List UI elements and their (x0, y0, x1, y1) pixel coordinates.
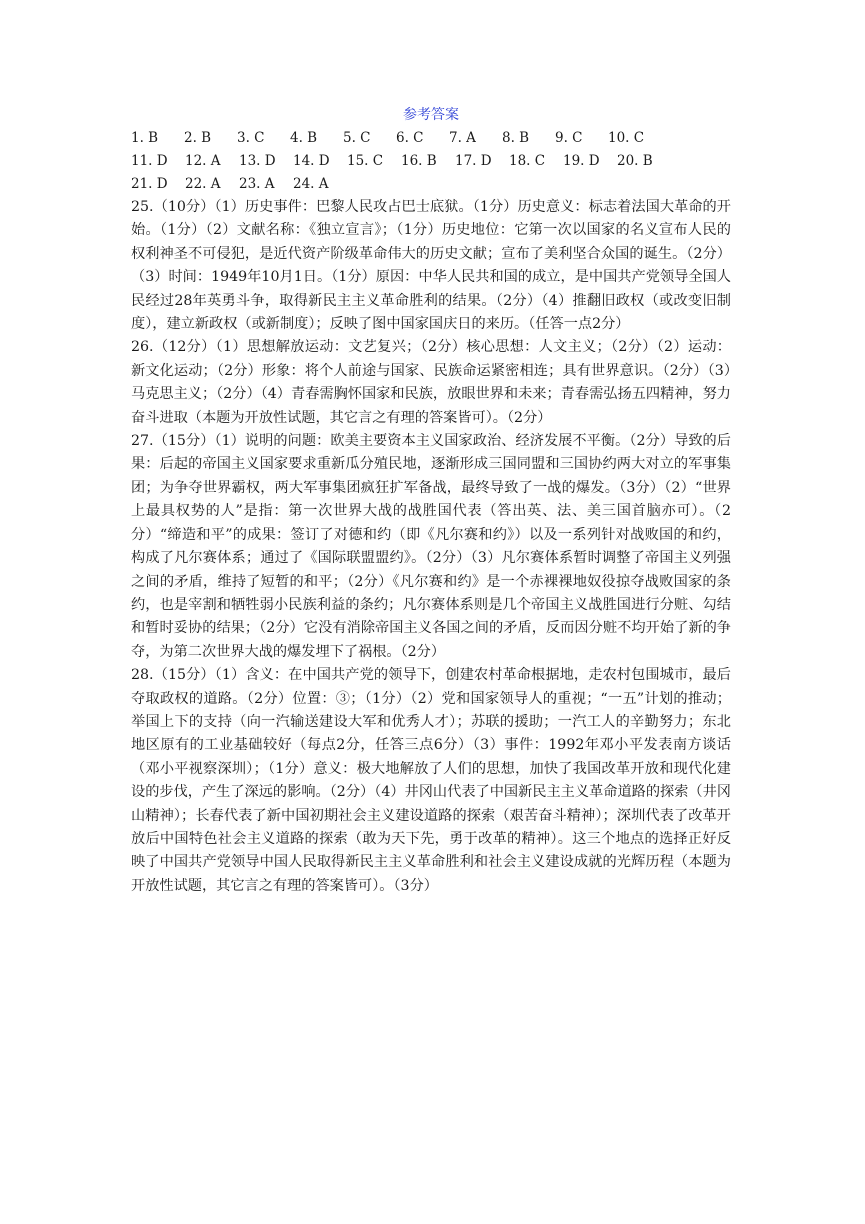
mc-answer: 5. C (343, 130, 371, 146)
mc-answer: 16. B (401, 153, 437, 169)
answer-key-page (131, 104, 731, 898)
mc-answer-row (131, 127, 731, 150)
mc-answer: 4. B (290, 130, 318, 146)
answer-q25: 25.（10分）（1）历史事件：巴黎人民攻占巴士底狱。（1分）历史意义：标志着法国大革命的开始。（1分）（2）文献名称：《独立宣言》；（1分）历史地位：它第一次以国家的名义宣布人民的权利神圣不可侵犯，是近代资产阶级革命伟大的历史文献；宣布了美利坚合众国的诞生。（2分）（3）时间：1949年10月1日。（1分）原因：中华人民共和国的成立，是中国共产党领导全国人民经过28年英勇斗争，取得新民主主义革命胜利的结果。（2分）（4）推翻旧政权（或改变旧制度），建立新政权（或新制度）；反映了图中国家国庆日的来历。（任答一点2分） (131, 199, 731, 333)
mc-answer: 20. B (617, 153, 653, 169)
mc-answer: 14. D (293, 153, 330, 169)
mc-answer: 21. D (131, 176, 168, 192)
mc-answer: 3. C (237, 130, 265, 146)
mc-answer: 15. C (347, 153, 384, 169)
mc-answer: 22. A (185, 176, 221, 192)
mc-answer: 19. D (563, 153, 600, 169)
answer-q26: 26.（12分）（1）思想解放运动：文艺复兴；（2分）核心思想：人文主义；（2分）（2）运动：新文化运动；（2分）形象：将个人前途与国家、民族命运紧密相连；具有世界意识。（2分）（3）马克思主义；（2分）（4）青春需胸怀国家和民族，放眼世界和未来；青春需弘扬五四精神，努力奋斗进取（本题为开放性试题，其它言之有理的答案皆可）。（2分） (131, 339, 731, 426)
mc-answer: 6. C (396, 130, 424, 146)
mc-answer-row (131, 173, 731, 196)
mc-answer: 17. D (455, 153, 492, 169)
page-title: 参考答案 (403, 107, 459, 123)
mc-answer: 12. A (185, 153, 221, 169)
mc-answer: 1. B (131, 130, 159, 146)
answer-q28: 28.（15分）（1）含义：在中国共产党的领导下，创建农村革命根据地，走农村包围城市，最后夺取政权的道路。（2分）位置：③；（1分）（2）党和国家领导人的重视；“一五”计划的推动；举国上下的支持（向一汽输送建设大军和优秀人才）；苏联的援助；一汽工人的辛勤努力；东北地区原有的工业基础较好（每点2分，任答三点6分）（3）事件：1992年邓小平发表南方谈话（邓小平视察深圳）；（1分）意义：极大地解放了人们的思想，加快了我国改革开放和现代化建设的步伐，产生了深远的影响。（2分）（4）井冈山代表了中国新民主主义革命道路的探索（井冈山精神）；长春代表了新中国初期社会主义建设道路的探索（艰苦奋斗精神）；深圳代表了改革开放后中国特色社会主义道路的探索（敢为天下先，勇于改革的精神）。这三个地点的选择正好反映了中国共产党领导中国人民取得新民主主义革命胜利和社会主义建设成就的光辉历程（本题为开放性试题，其它言之有理的答案皆可）。（3分） (131, 667, 731, 894)
mc-answer: 8. B (502, 130, 530, 146)
mc-answer-row (131, 150, 731, 173)
mc-answer: 10. C (608, 130, 645, 146)
mc-answer: 24. A (293, 176, 329, 192)
mc-answer: 2. B (184, 130, 212, 146)
mc-answer: 7. A (449, 130, 476, 146)
mc-answer: 9. C (555, 130, 583, 146)
answer-q27: 27.（15分）（1）说明的问题：欧美主要资本主义国家政治、经济发展不平衡。（2分）导致的后果：后起的帝国主义国家要求重新瓜分殖民地，逐渐形成三国同盟和三国协约两大对立的军事集团；为争夺世界霸权，两大军事集团疯狂扩军备战，最终导致了一战的爆发。（3分）（2）“世界上最具权势的人”是指：第一次世界大战的战胜国代表（答出英、法、美三国首脑亦可）。（2分）“缔造和平”的成果：签订了对德和约（即《凡尔赛和约》）以及一系列针对战败国的和约，构成了凡尔赛体系；通过了《国际联盟盟约》。（2分）（3）凡尔赛体系暂时调整了帝国主义列强之间的矛盾，维持了短暂的和平；（2分）《凡尔赛和约》是一个赤裸裸地奴役掠夺战败国家的条约，也是宰割和牺牲弱小民族利益的条约；凡尔赛体系则是几个帝国主义战胜国进行分赃、勾结和暂时妥协的结果；（2分）它没有消除帝国主义各国之间的矛盾，反而因分赃不均开始了新的争夺，为第二次世界大战的爆发埋下了祸根。（2分） (131, 433, 731, 660)
mc-answer: 18. C (509, 153, 546, 169)
mc-answer: 23. A (239, 176, 275, 192)
mc-answer: 13. D (239, 153, 276, 169)
mc-answer: 11. D (131, 153, 168, 169)
